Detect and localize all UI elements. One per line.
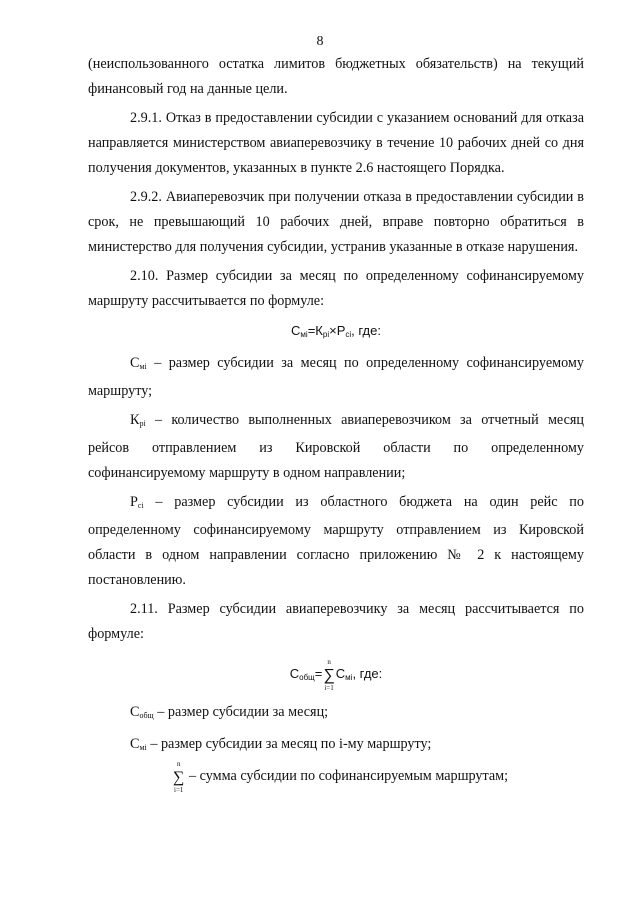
page-number: 8 (316, 34, 324, 49)
paragraph-2-10: 2.10. Размер субсидии за месяц по определенному софинансируемому маршруту рассчитывается по формуле: (88, 268, 584, 309)
document-body (88, 52, 584, 793)
definition-c-mi-route: $С_{мi}$ – размер субсидии за месяц по i-му маршруту; (130, 736, 432, 752)
definition-p-ci: $Р_{сi}$ – размер субсидии из областного бюджета на один рейс по определенному софинансируемому маршруту отправлением из Кировской области в одном направлении согласно приложению № 2 к настоящему постановлению. (88, 494, 584, 588)
paragraph-2-11: 2.11. Размер субсидии авиаперевозчику за месяц рассчитывается по формуле: (88, 601, 584, 642)
formula-total-subsidy: $С_{общ}=$ n ∑ i=1 $С_{мi}$, где: (289, 658, 383, 692)
definition-c-obsch: $С_{общ}$ – размер субсидии за месяц; (130, 704, 329, 720)
sum-symbol: n ∑ i=1 (323, 658, 335, 692)
definition-c-mi: $С_{мi}$ – размер субсидии за месяц по определенному софинансируемому маршруту; (88, 355, 584, 399)
paragraph-continuation: (неиспользованного остатка лимитов бюджетных обязательств) на текущий финансовый год на данные цели. (88, 56, 584, 97)
sum-symbol: n ∑ i=1 (173, 760, 185, 794)
definition-k-pi: $К_{рi}$ – количество выполненных авиаперевозчиком за отчетный месяц рейсов отправлением из Кировской области по определенному софинансируемому маршруту в одном направлении; (88, 412, 584, 481)
paragraph-2-9-2: 2.9.2. Авиаперевозчик при получении отказа в предоставлении субсидии в срок, не превышающий 10 рабочих дней, вправе повторно обратиться в министерство для получения субсидии, устранив указанные в отказе нарушения. (88, 189, 584, 255)
paragraph-2-9-1: 2.9.1. Отказ в предоставлении субсидии с указанием оснований для отказа направляется министерством авиаперевозчику в течение 10 рабочих дней со дня получения документов, указанных в пункте 2.6 настоящего Порядка. (88, 110, 584, 176)
formula-route-subsidy: $С_{мi}=К_{рi}\times Р_{сi}$, где: (291, 323, 381, 339)
definition-sum: n ∑ i=1 – сумма субсидии по софинансируемым маршрутам; (88, 764, 584, 789)
